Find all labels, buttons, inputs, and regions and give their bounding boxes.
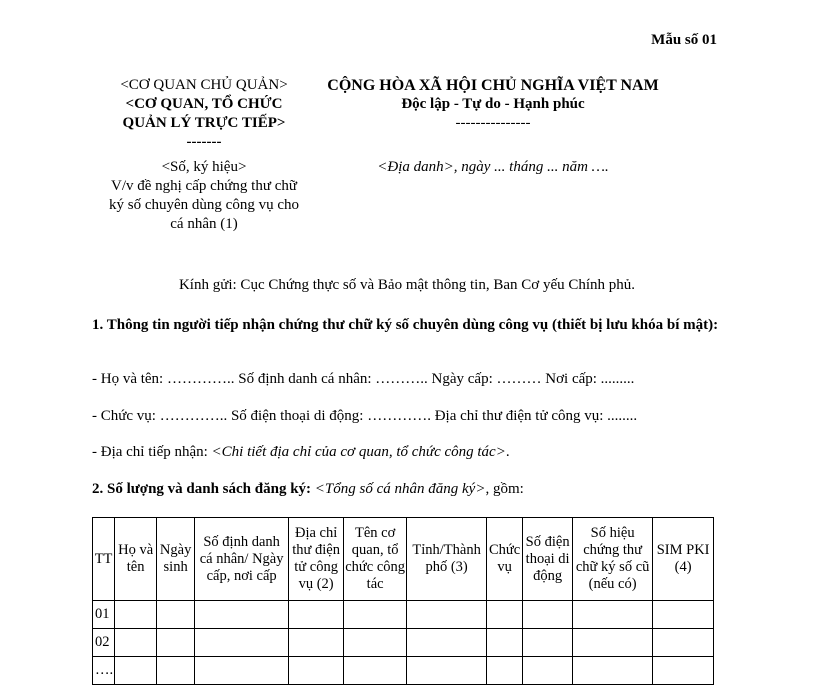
recipient-line: Kính gửi: Cục Chứng thực số và Bảo mật thông tin, Ban Cơ yếu Chính phủ. xyxy=(178,277,636,293)
subject-line-3: cá nhân (1) xyxy=(170,216,238,232)
registration-table xyxy=(92,517,714,685)
issuing-agency-block xyxy=(84,76,324,152)
document-reference-block xyxy=(84,158,324,234)
document-number: <Số, ký hiệu> xyxy=(161,159,247,175)
subject-line-2: ký số chuyên dùng công vụ cho xyxy=(109,197,299,213)
address-end: . xyxy=(505,444,510,460)
place-and-date: <Địa danh>, ngày ... tháng ... năm …. xyxy=(377,159,609,175)
national-motto: Độc lập - Tự do - Hạnh phúc xyxy=(401,96,585,112)
row-number: …. xyxy=(93,657,115,685)
row-number: 01 xyxy=(93,601,115,629)
col-header-email: Địa chỉ thư điện tử công vụ (2) xyxy=(289,518,344,601)
national-header-block xyxy=(318,76,668,133)
col-header-organization: Tên cơ quan, tổ chức công tác xyxy=(344,518,407,601)
col-header-province: Tỉnh/Thành phố (3) xyxy=(407,518,487,601)
position-contact-line: - Chức vụ: ………….. Số điện thoại di động: …………. Địa chỉ thư điện tử công vụ: ........ xyxy=(92,408,638,424)
col-header-phone: Số điện thoại di động xyxy=(523,518,573,601)
subject-line-1: V/v đề nghị cấp chứng thư chữ xyxy=(110,178,297,194)
section1-title: 1. Thông tin người tiếp nhận chứng thư chữ ký số chuyên dùng công vụ (thiết bị lưu khóa bí mật): xyxy=(92,317,719,333)
right-separator: --------------- xyxy=(455,115,531,131)
section2-label: 2. Số lượng và danh sách đăng ký: xyxy=(92,481,315,497)
governing-agency: <CƠ QUAN CHỦ QUẢN> xyxy=(120,77,288,93)
row-number: 02 xyxy=(93,629,115,657)
name-id-line: - Họ và tên: ………….. Số định danh cá nhân: ……….. Ngày cấp: ……… Nơi cấp: ......... xyxy=(92,371,635,387)
section2-title xyxy=(92,481,524,498)
table-row xyxy=(93,629,714,657)
nation-title: CỘNG HÒA XÃ HỘI CHỦ NGHĨA VIỆT NAM xyxy=(327,77,659,94)
direct-agency-line1: <CƠ QUAN, TỔ CHỨC xyxy=(125,96,283,112)
form-number: Mẫu số 01 xyxy=(651,32,717,48)
col-header-name: Họ và tên xyxy=(115,518,157,601)
table-row xyxy=(93,657,714,685)
col-header-old-cert: Số hiệu chứng thư chữ ký số cũ (nếu có) xyxy=(573,518,653,601)
table-row xyxy=(93,601,714,629)
section2-placeholder: <Tổng số cá nhân đăng ký> xyxy=(314,481,486,497)
address-line xyxy=(92,444,742,461)
address-label: - Địa chỉ tiếp nhận: xyxy=(92,444,212,460)
col-header-dob: Ngày sinh xyxy=(157,518,195,601)
col-header-id: Số định danh cá nhân/ Ngày cấp, nơi cấp xyxy=(195,518,289,601)
table-header-row xyxy=(93,518,714,601)
direct-agency-line2: QUẢN LÝ TRỰC TIẾP> xyxy=(122,115,286,131)
left-separator: ------- xyxy=(186,134,222,150)
col-header-tt: TT xyxy=(93,518,115,601)
address-placeholder: <Chi tiết địa chỉ của cơ quan, tổ chức công tác> xyxy=(211,444,506,460)
section2-suffix: , gồm: xyxy=(485,481,524,497)
col-header-sim-pki: SIM PKI (4) xyxy=(653,518,714,601)
col-header-position: Chức vụ xyxy=(487,518,523,601)
